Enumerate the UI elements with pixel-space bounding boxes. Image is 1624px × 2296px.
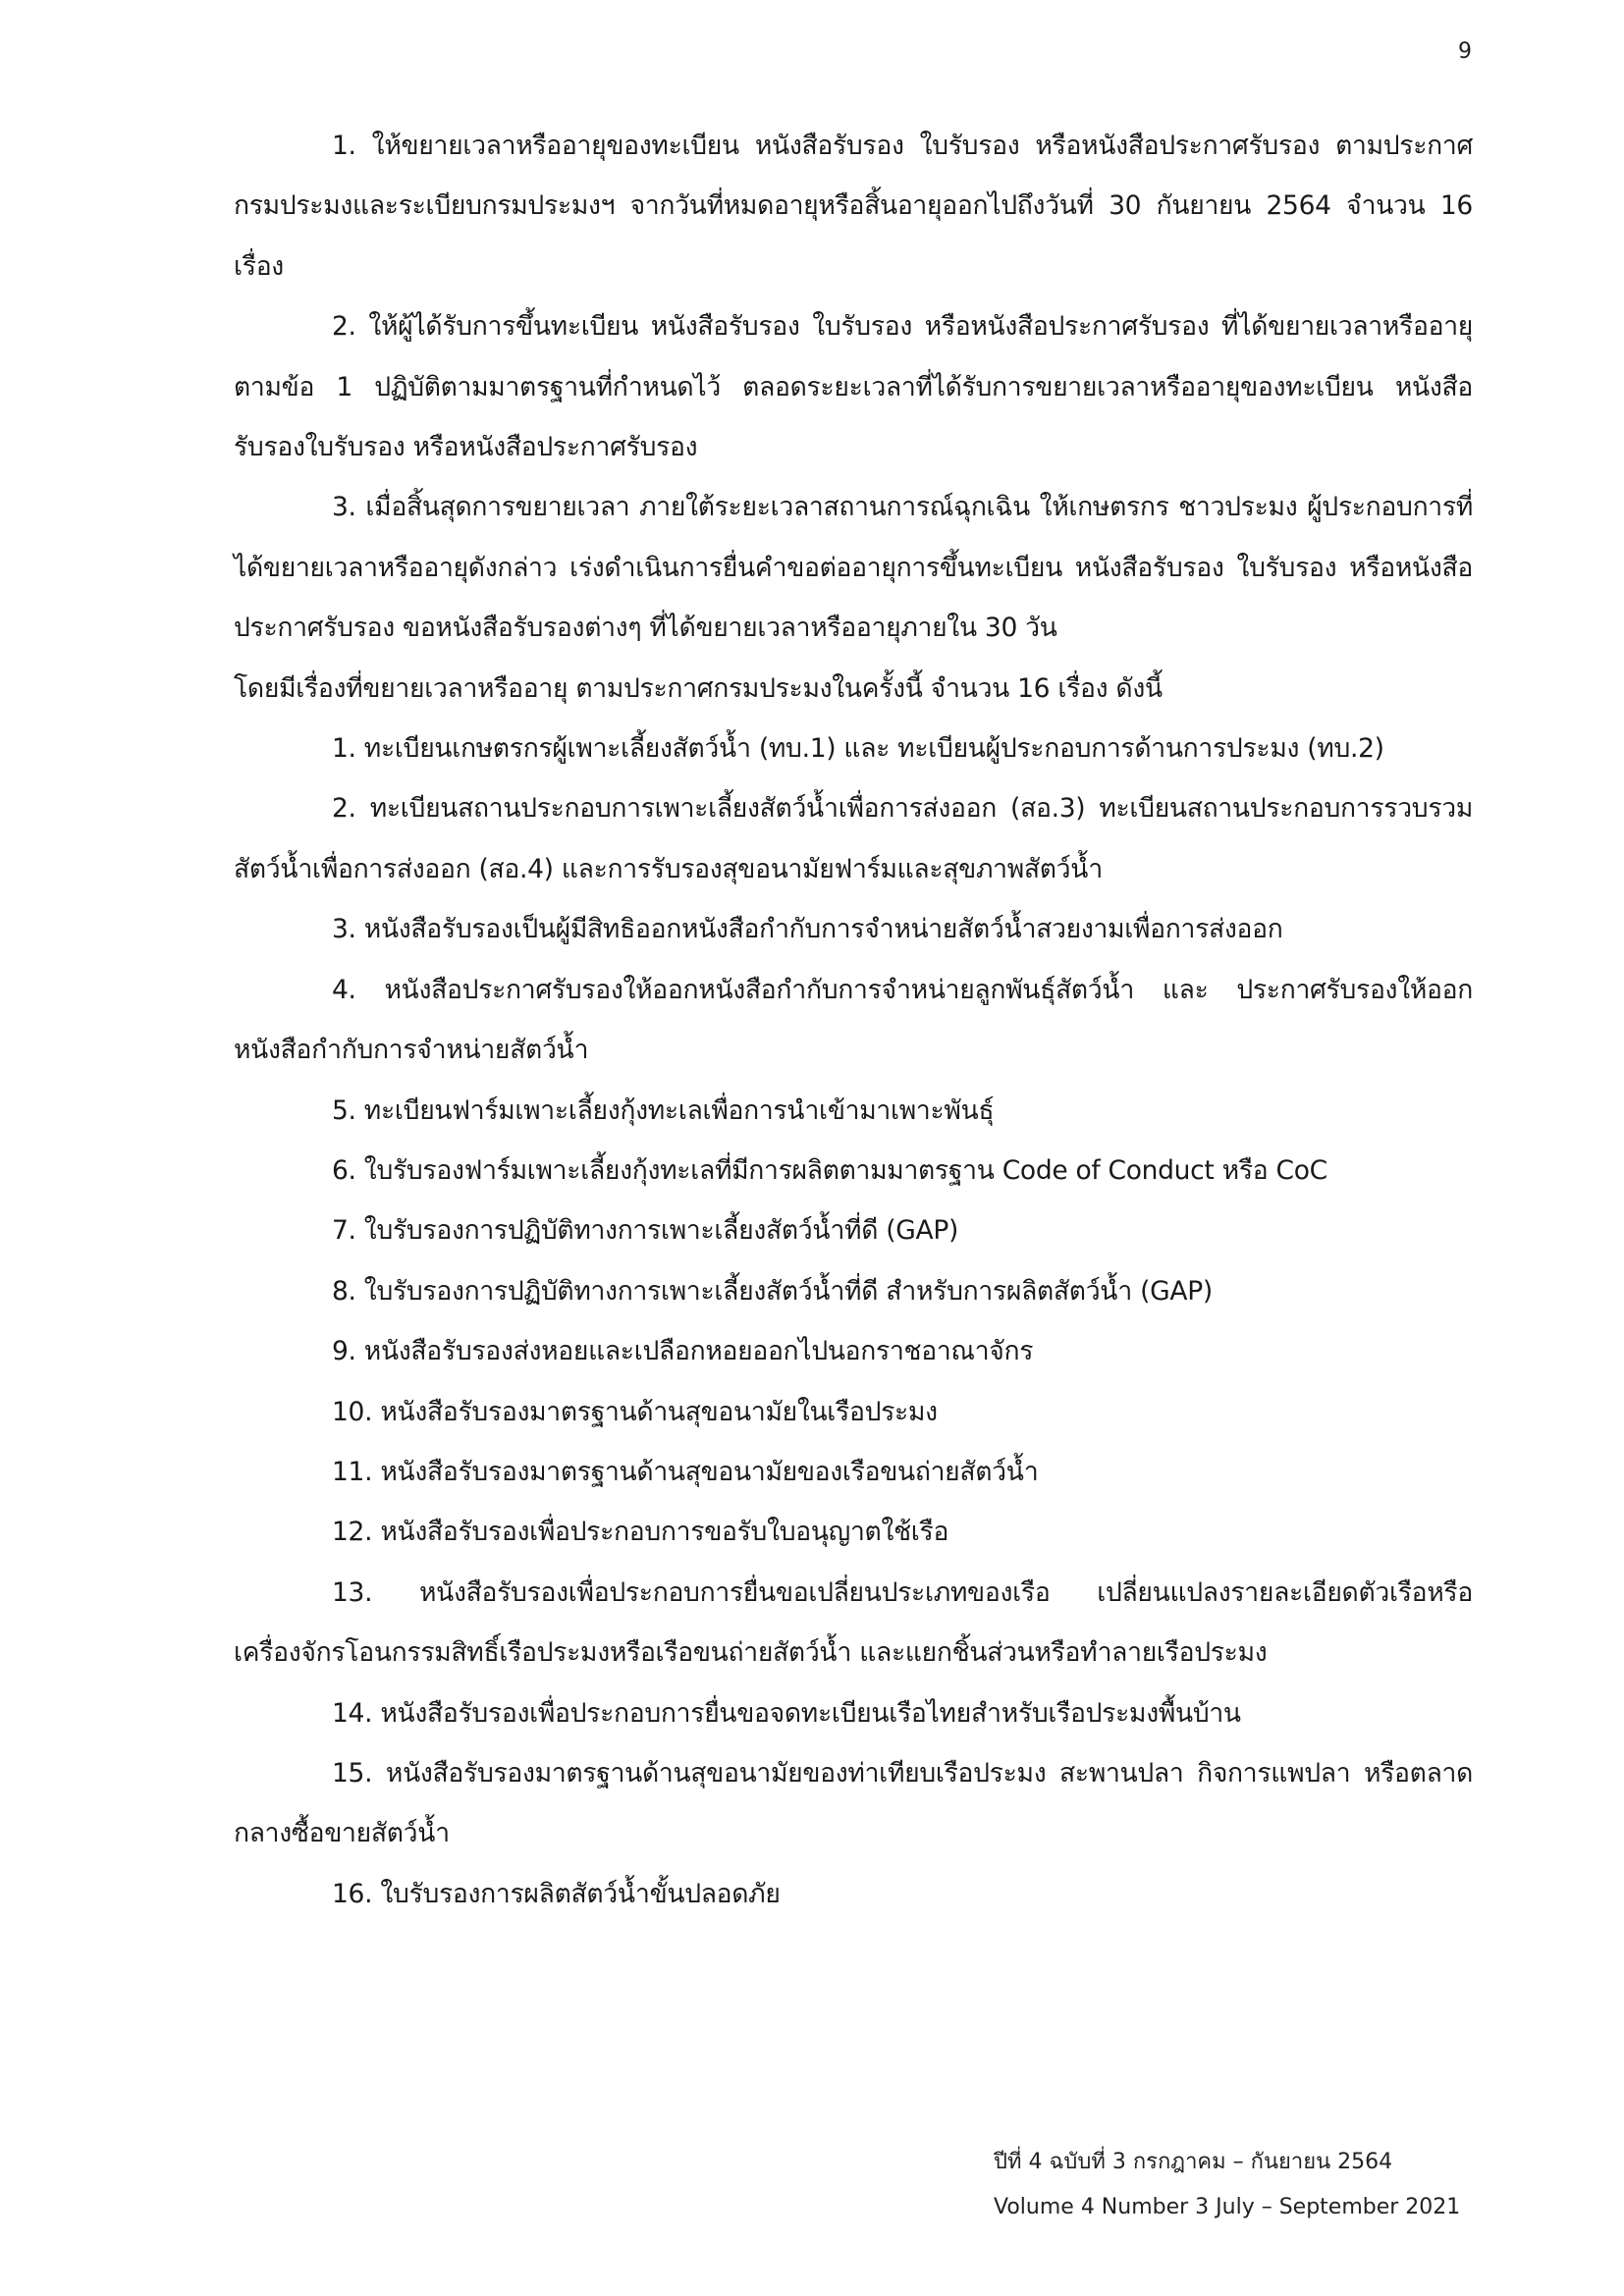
list-item: 4. หนังสือประกาศรับรองให้ออกหนังสือกำกับการจำหน่ายลูกพันธุ์สัตว์น้ำ และ ประกาศรับรองให้ออกหนังสือกำกับการจำหน่ายสัตว์น้ำ — [234, 974, 1473, 1066]
list-item: 1. ทะเบียนเกษตรกรผู้เพาะเลี้ยงสัตว์น้ำ (ทบ.1) และ ทะเบียนผู้ประกอบการด้านการประมง (ทบ.2) — [332, 733, 1384, 765]
list-item: 6. ใบรับรองฟาร์มเพาะเลี้ยงกุ้งทะเลที่มีการผลิตตามมาตรฐาน Code of Conduct หรือ CoC — [332, 1154, 1327, 1186]
list-item: 12. หนังสือรับรองเพื่อประกอบการขอรับใบอนุญาตใช้เรือ — [332, 1517, 949, 1548]
list-item: 14. หนังสือรับรองเพื่อประกอบการยื่นขอจดทะเบียนเรือไทยสำหรับเรือประมงพื้นบ้าน — [332, 1697, 1241, 1729]
list-item: 11. หนังสือรับรองมาตรฐานด้านสุขอนามัยของเรือขนถ่ายสัตว์น้ำ — [332, 1456, 1039, 1487]
paragraph-3-tail: โดยมีเรื่องที่ขยายเวลาหรืออายุ ตามประกาศกรมประมงในครั้งนี้ จำนวน 16 เรื่อง ดังนี้ — [234, 672, 1163, 704]
paragraph-3: 3. เมื่อสิ้นสุดการขยายเวลา ภายใต้ระยะเวลาสถานการณ์ฉุกเฉิน ให้เกษตรกร ชาวประมง ผู้ประกอบการที่ได้ขยายเวลาหรืออายุดังกล่าว เร่งดำเนินการยื่นคำขอต่ออายุการขึ้นทะเบียน หนังสือรับรอง ใบรับรอง หรือหนังสือประกาศรับรอง ขอหนังสือรับรองต่างๆ ที่ได้ขยายเวลาหรืออายุภายใน 30 วัน — [234, 492, 1473, 644]
list-item: 8. ใบรับรองการปฏิบัติทางการเพาะเลี้ยงสัตว์น้ำที่ดี สำหรับการผลิตสัตว์น้ำ (GAP) — [332, 1275, 1213, 1307]
list-item: 13. หนังสือรับรองเพื่อประกอบการยื่นขอเปลี่ยนประเภทของเรือ เปลี่ยนแปลงรายละเอียดตัวเรือหรือเครื่องจักรโอนกรรมสิทธิ์เรือประมงหรือเรือขนถ่ายสัตว์น้ำ และแยกชิ้นส่วนหรือทำลายเรือประมง — [234, 1576, 1473, 1669]
list-item: 3. หนังสือรับรองเป็นผู้มีสิทธิออกหนังสือกำกับการจำหน่ายสัตว์น้ำสวยงามเพื่อการส่งออก — [332, 914, 1283, 945]
list-item: 5. ทะเบียนฟาร์มเพาะเลี้ยงกุ้งทะเลเพื่อการนำเข้ามาเพาะพันธุ์ — [332, 1095, 995, 1126]
list-item: 7. ใบรับรองการปฏิบัติทางการเพาะเลี้ยงสัตว์น้ำที่ดี (GAP) — [332, 1215, 959, 1247]
list-item: 16. ใบรับรองการผลิตสัตว์น้ำขั้นปลอดภัย — [332, 1878, 781, 1909]
list-item: 9. หนังสือรับรองส่งหอยและเปลือกหอยออกไปนอกราชอาณาจักร — [332, 1336, 1034, 1367]
paragraph-2: 2. ให้ผู้ได้รับการขึ้นทะเบียน หนังสือรับรอง ใบรับรอง หรือหนังสือประกาศรับรอง ที่ได้ขยายเวลาหรืออายุตามข้อ 1 ปฏิบัติตามมาตรฐานที่กำหนดไว้ ตลอดระยะเวลาที่ได้รับการขยายเวลาหรืออายุของทะเบียน หนังสือรับรองใบรับรอง หรือหนังสือประกาศรับรอง — [234, 311, 1473, 463]
list-item: 2. ทะเบียนสถานประกอบการเพาะเลี้ยงสัตว์น้ำเพื่อการส่งออก (สอ.3) ทะเบียนสถานประกอบการรวบรวมสัตว์น้ำเพื่อการส่งออก (สอ.4) และการรับรองสุขอนามัยฟาร์มและสุขภาพสัตว์น้ำ — [234, 793, 1473, 884]
footer-thai-issue: ปีที่ 4 ฉบับที่ 3 กรกฎาคม – กันยายน 2564 — [994, 2150, 1393, 2174]
page-number: 9 — [1458, 39, 1472, 64]
document-body — [234, 116, 1473, 1924]
list-item: 10. หนังสือรับรองมาตรฐานด้านสุขอนามัยในเรือประมง — [332, 1396, 938, 1427]
certificate-list — [234, 719, 1473, 1924]
paragraph-1: 1. ให้ขยายเวลาหรืออายุของทะเบียน หนังสือรับรอง ใบรับรอง หรือหนังสือประกาศรับรอง ตามประกาศกรมประมงและระเบียบกรมประมงฯ จากวันที่หมดอายุหรือสิ้นอายุออกไปถึงวันที่ 30 กันยายน 2564 จำนวน 16 เรื่อง — [234, 131, 1473, 282]
journal-footer — [994, 2140, 1460, 2230]
list-item: 15. หนังสือรับรองมาตรฐานด้านสุขอนามัยของท่าเทียบเรือประมง สะพานปลา กิจการแพปลา หรือตลาดกลางซื้อขายสัตว์น้ำ — [234, 1757, 1473, 1849]
footer-english-issue: Volume 4 Number 3 July – September 2021 — [994, 2195, 1461, 2219]
